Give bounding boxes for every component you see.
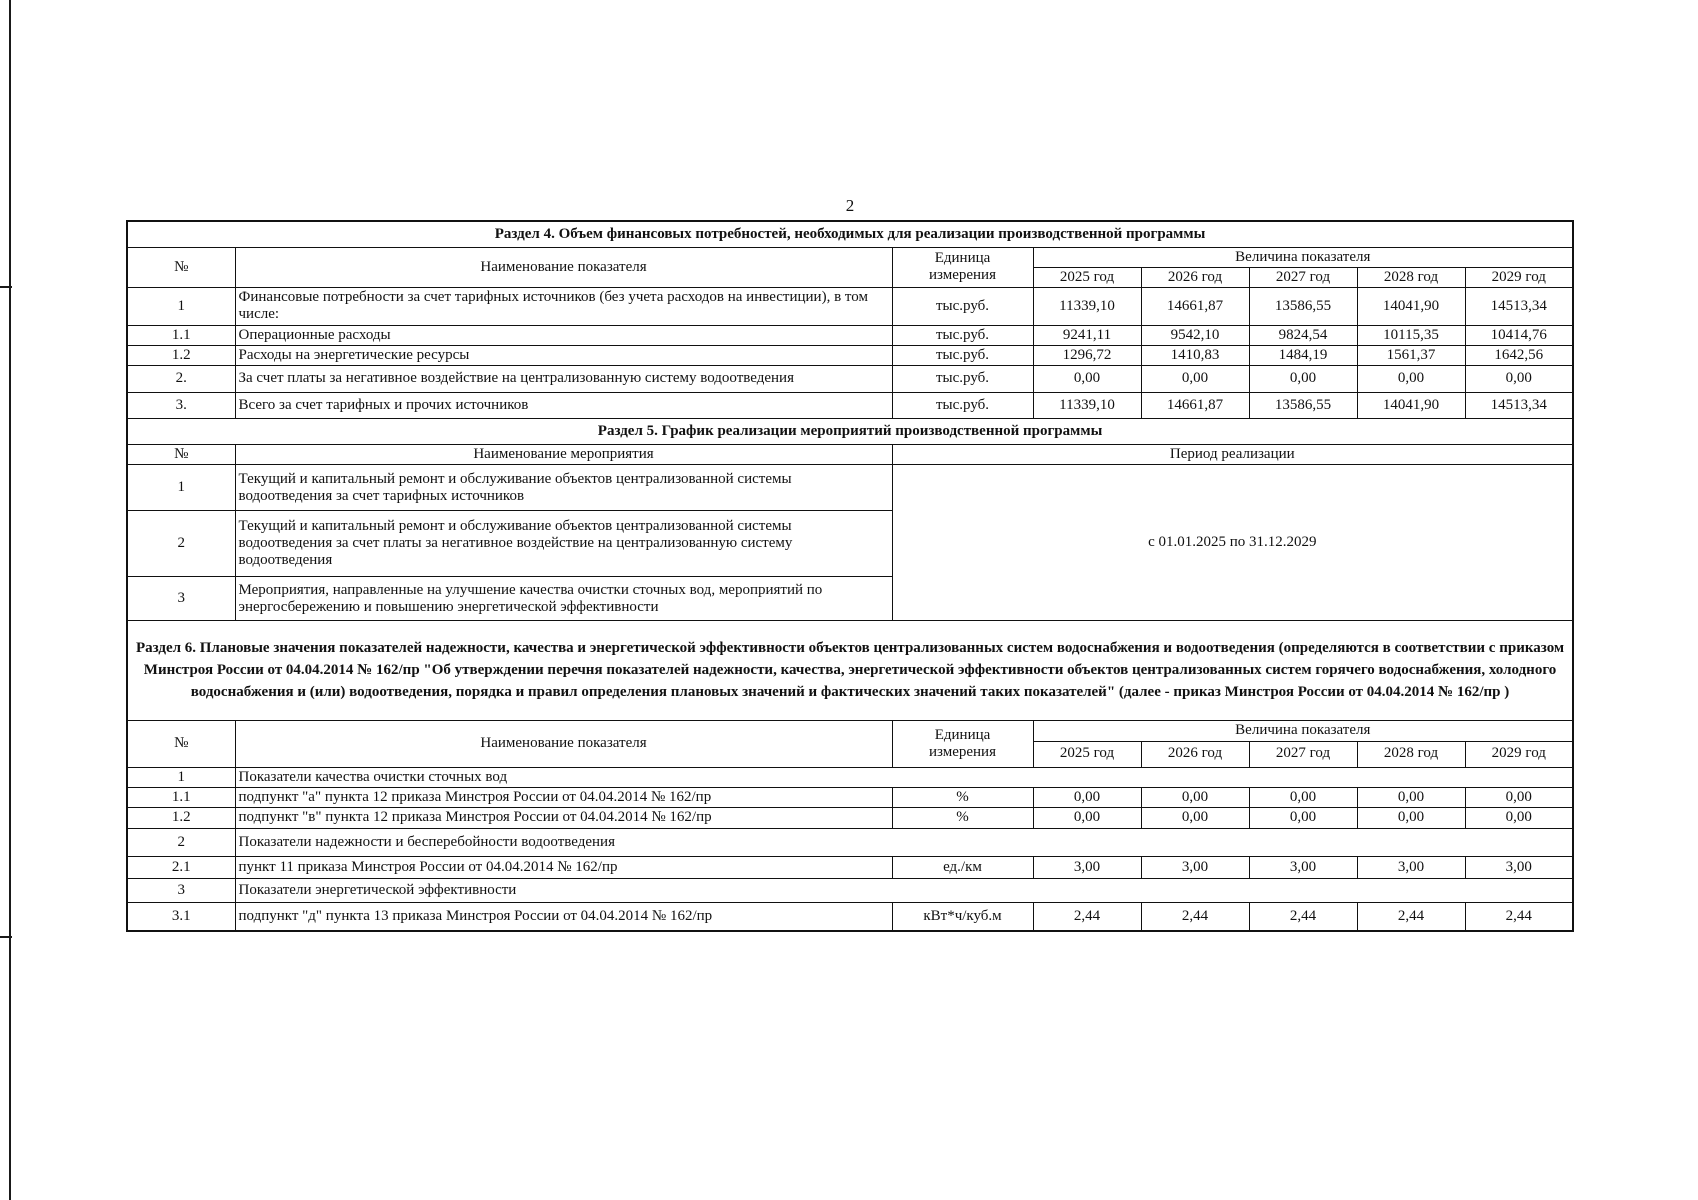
header-year: 2028 год xyxy=(1357,267,1465,287)
section4-header-row xyxy=(127,247,1573,267)
header-year: 2026 год xyxy=(1141,741,1249,767)
section5-title: Раздел 5. График реализации мероприятий производственной программы xyxy=(127,419,1573,445)
row-value: 0,00 xyxy=(1465,787,1573,807)
row-value: 0,00 xyxy=(1357,808,1465,829)
row-num: 1.2 xyxy=(127,808,235,829)
row-value: 0,00 xyxy=(1033,808,1141,829)
row-unit: % xyxy=(892,808,1033,829)
section4-title-row xyxy=(127,221,1573,247)
row-value: 10115,35 xyxy=(1357,325,1465,345)
row-num: 2. xyxy=(127,366,235,393)
header-year: 2025 год xyxy=(1033,741,1141,767)
row-unit: кВт*ч/куб.м xyxy=(892,903,1033,931)
row-value: 1642,56 xyxy=(1465,345,1573,365)
table-row xyxy=(127,345,1573,365)
section4-title: Раздел 4. Объем финансовых потребностей, необходимых для реализации производственной программы xyxy=(127,221,1573,247)
header-value: Величина показателя xyxy=(1033,721,1573,741)
table-row xyxy=(127,829,1573,857)
row-value: 0,00 xyxy=(1249,787,1357,807)
section6-title: Раздел 6. Плановые значения показателей надежности, качества и энергетической эффективности объектов централизованных систем водоснабжения и водоотведения (определяются в соответствии с приказом Минстроя России от 04.04.2014 № 162/пр "Об утверждении перечня показателей надежности, качества, энергетической эффективности объектов централизованных систем горячего водоснабжения, холодного водоснабжения и (или) водоотведения, порядка и правил определения плановых значений и фактических значений таких показателей" (далее - приказ Минстроя России от 04.04.2014 № 162/пр ) xyxy=(127,621,1573,721)
row-num: 1 xyxy=(127,465,235,511)
section6-title-row xyxy=(127,621,1573,721)
program-table xyxy=(126,220,1574,932)
section6-header-row xyxy=(127,721,1573,741)
row-value: 3,00 xyxy=(1357,857,1465,879)
row-value: 10414,76 xyxy=(1465,325,1573,345)
row-value: 14661,87 xyxy=(1141,393,1249,419)
row-num: 1 xyxy=(127,767,235,787)
row-value: 0,00 xyxy=(1033,366,1141,393)
header-year: 2025 год xyxy=(1033,267,1141,287)
row-value: 14041,90 xyxy=(1357,288,1465,326)
row-value: 0,00 xyxy=(1249,366,1357,393)
row-num: 2 xyxy=(127,829,235,857)
row-value: 0,00 xyxy=(1141,787,1249,807)
row-name: Текущий и капитальный ремонт и обслуживание объектов централизованной системы водоотведения за счет платы за негативное воздействие на централизованную систему водоотведения xyxy=(235,511,892,577)
header-year: 2027 год xyxy=(1249,267,1357,287)
header-unit-line1: Единица xyxy=(934,726,991,743)
table-row xyxy=(127,903,1573,931)
row-name: Мероприятия, направленные на улучшение качества очистки сточных вод, мероприятий по энергосбережению и повышению энергетической эффективности xyxy=(235,577,892,621)
row-value: 0,00 xyxy=(1033,787,1141,807)
header-unit xyxy=(892,721,1033,767)
row-value: 0,00 xyxy=(1465,366,1573,393)
header-unit xyxy=(892,247,1033,288)
row-name: пункт 11 приказа Минстроя России от 04.04.2014 № 162/пр xyxy=(235,857,892,879)
header-year: 2029 год xyxy=(1465,741,1573,767)
scan-tick-mark xyxy=(0,286,12,288)
row-name: Показатели надежности и бесперебойности водоотведения xyxy=(235,829,1573,857)
row-unit: тыс.руб. xyxy=(892,345,1033,365)
row-num: 1 xyxy=(127,288,235,326)
row-value: 14041,90 xyxy=(1357,393,1465,419)
header-unit-line2: измерения xyxy=(928,743,996,760)
row-value: 2,44 xyxy=(1465,903,1573,931)
row-value: 2,44 xyxy=(1033,903,1141,931)
row-name: подпункт "в" пункта 12 приказа Минстроя России от 04.04.2014 № 162/пр xyxy=(235,808,892,829)
table-row xyxy=(127,808,1573,829)
row-unit: тыс.руб. xyxy=(892,325,1033,345)
header-name: Наименование мероприятия xyxy=(235,445,892,465)
section5-header-row xyxy=(127,445,1573,465)
table-row xyxy=(127,366,1573,393)
period-value: с 01.01.2025 по 31.12.2029 xyxy=(892,465,1573,621)
row-value: 0,00 xyxy=(1141,366,1249,393)
row-value: 1410,83 xyxy=(1141,345,1249,365)
header-unit-line2: измерения xyxy=(928,267,996,284)
row-name: подпункт "д" пункта 13 приказа Минстроя России от 04.04.2014 № 162/пр xyxy=(235,903,892,931)
row-value: 11339,10 xyxy=(1033,288,1141,326)
row-value: 9824,54 xyxy=(1249,325,1357,345)
header-year: 2026 год xyxy=(1141,267,1249,287)
row-value: 0,00 xyxy=(1141,808,1249,829)
row-unit: тыс.руб. xyxy=(892,366,1033,393)
row-num: 3.1 xyxy=(127,903,235,931)
table-row xyxy=(127,787,1573,807)
header-num: № xyxy=(127,247,235,288)
row-name: Всего за счет тарифных и прочих источников xyxy=(235,393,892,419)
row-unit: ед./км xyxy=(892,857,1033,879)
row-value: 11339,10 xyxy=(1033,393,1141,419)
row-value: 0,00 xyxy=(1249,808,1357,829)
row-value: 13586,55 xyxy=(1249,393,1357,419)
table-row xyxy=(127,393,1573,419)
table-row xyxy=(127,857,1573,879)
row-value: 0,00 xyxy=(1357,366,1465,393)
row-value: 0,00 xyxy=(1357,787,1465,807)
row-num: 1.1 xyxy=(127,787,235,807)
section5-title-row xyxy=(127,419,1573,445)
row-value: 14513,34 xyxy=(1465,288,1573,326)
row-value: 3,00 xyxy=(1141,857,1249,879)
row-value: 9542,10 xyxy=(1141,325,1249,345)
page-number: 2 xyxy=(845,196,855,215)
row-unit: тыс.руб. xyxy=(892,288,1033,326)
row-name: Операционные расходы xyxy=(235,325,892,345)
row-name: Показатели качества очистки сточных вод xyxy=(235,767,1573,787)
row-value: 13586,55 xyxy=(1249,288,1357,326)
row-value: 2,44 xyxy=(1249,903,1357,931)
header-name: Наименование показателя xyxy=(235,247,892,288)
row-value: 0,00 xyxy=(1465,808,1573,829)
row-unit: тыс.руб. xyxy=(892,393,1033,419)
row-value: 14513,34 xyxy=(1465,393,1573,419)
table-row xyxy=(127,465,1573,511)
row-name: Показатели энергетической эффективности xyxy=(235,879,1573,903)
row-num: 2.1 xyxy=(127,857,235,879)
header-name: Наименование показателя xyxy=(235,721,892,767)
row-value: 1484,19 xyxy=(1249,345,1357,365)
row-name: Финансовые потребности за счет тарифных источников (без учета расходов на инвестиции), в том числе: xyxy=(235,288,892,326)
row-num: 3 xyxy=(127,577,235,621)
header-period: Период реализации xyxy=(892,445,1573,465)
header-year: 2029 год xyxy=(1465,267,1573,287)
table-row xyxy=(127,879,1573,903)
row-num: 3 xyxy=(127,879,235,903)
row-value: 14661,87 xyxy=(1141,288,1249,326)
row-name: Текущий и капитальный ремонт и обслуживание объектов централизованной системы водоотведения за счет тарифных источников xyxy=(235,465,892,511)
header-year: 2027 год xyxy=(1249,741,1357,767)
row-value: 1561,37 xyxy=(1357,345,1465,365)
table-row xyxy=(127,288,1573,326)
row-value: 9241,11 xyxy=(1033,325,1141,345)
table-row xyxy=(127,325,1573,345)
row-num: 2 xyxy=(127,511,235,577)
row-value: 3,00 xyxy=(1033,857,1141,879)
scan-tick-mark xyxy=(0,936,12,938)
row-num: 1.1 xyxy=(127,325,235,345)
row-name: Расходы на энергетические ресурсы xyxy=(235,345,892,365)
row-num: 3. xyxy=(127,393,235,419)
row-value: 2,44 xyxy=(1141,903,1249,931)
row-name: За счет платы за негативное воздействие на централизованную систему водоотведения xyxy=(235,366,892,393)
header-num: № xyxy=(127,445,235,465)
header-num: № xyxy=(127,721,235,767)
row-value: 1296,72 xyxy=(1033,345,1141,365)
header-value: Величина показателя xyxy=(1033,247,1573,267)
row-name: подпункт "а" пункта 12 приказа Минстроя России от 04.04.2014 № 162/пр xyxy=(235,787,892,807)
row-value: 3,00 xyxy=(1249,857,1357,879)
scan-border-line xyxy=(9,0,11,1200)
row-unit: % xyxy=(892,787,1033,807)
table-row xyxy=(127,767,1573,787)
row-value: 3,00 xyxy=(1465,857,1573,879)
header-year: 2028 год xyxy=(1357,741,1465,767)
header-unit-line1: Единица xyxy=(934,250,991,266)
row-value: 2,44 xyxy=(1357,903,1465,931)
row-num: 1.2 xyxy=(127,345,235,365)
